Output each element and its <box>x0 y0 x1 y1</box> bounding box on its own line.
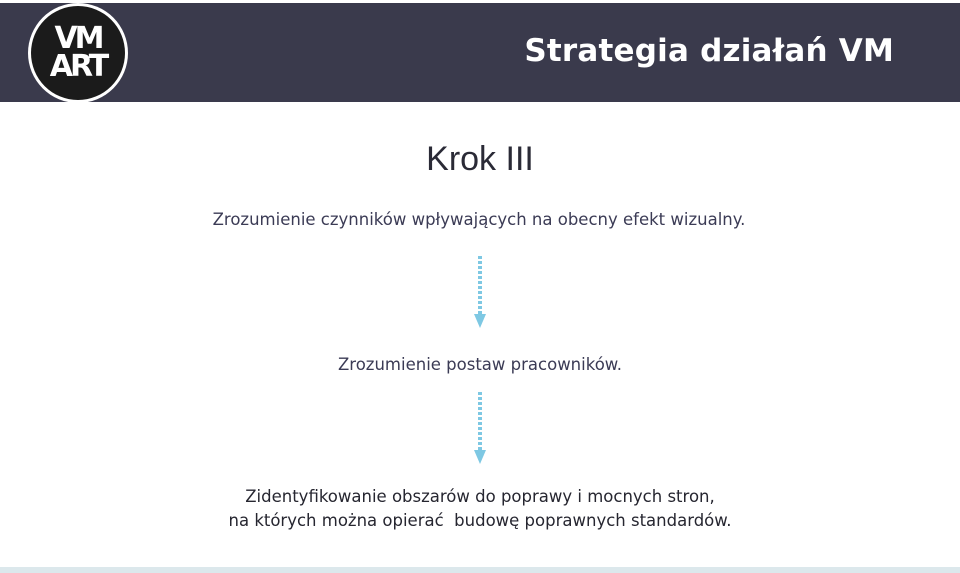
logo-text-top: VM <box>54 21 102 56</box>
logo-text-bottom: ART <box>49 49 107 84</box>
slide-title: Strategia działań VM <box>524 33 894 69</box>
logo-badge <box>31 6 125 100</box>
down-arrow-icon <box>471 392 489 466</box>
header-bar <box>0 3 960 102</box>
vm-art-logo <box>28 3 128 103</box>
down-arrow-icon <box>471 256 489 330</box>
step-conclusion-line-1: Zidentyfikowanie obszarów do poprawy i mocnych stron, <box>245 487 715 506</box>
step-conclusion-line-2: na których można opierać budowę poprawnych standardów. <box>228 511 732 530</box>
step-title: Krok III <box>426 140 534 178</box>
step-item-2: Zrozumienie postaw pracowników. <box>337 355 623 374</box>
step-conclusion <box>0 485 960 533</box>
footer-strip <box>0 567 960 573</box>
step-item-1: Zrozumienie czynników wpływających na obecny efekt wizualny. <box>212 210 746 229</box>
